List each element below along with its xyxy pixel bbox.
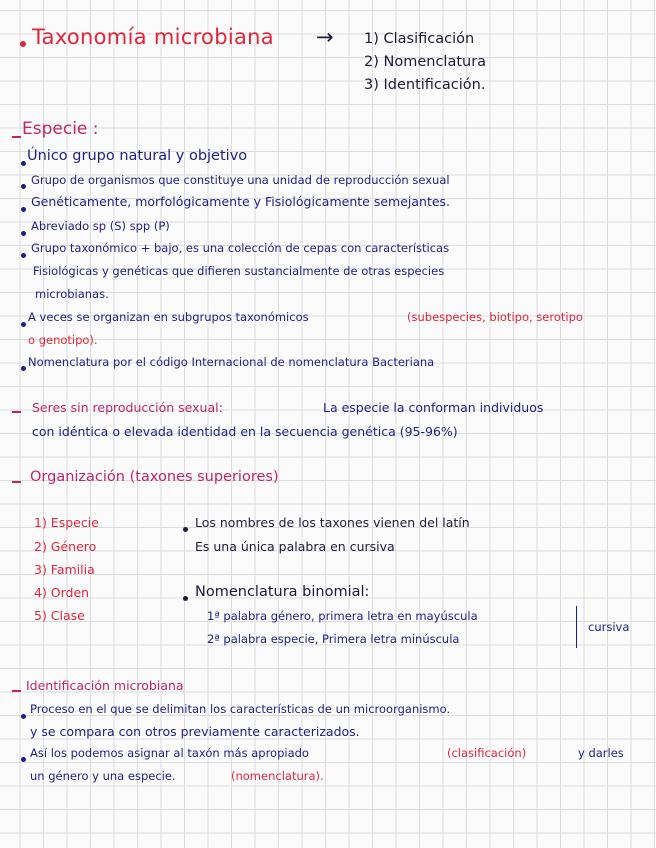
taxa-latin-note: Los nombres de los taxones vienen del latín xyxy=(195,515,470,530)
section-dash xyxy=(12,411,21,413)
header-item-2: 2) Nomenclatura xyxy=(364,54,487,70)
list-item-bullet xyxy=(21,322,26,327)
binomial-word-2: 2ª palabra especie, Primera letra minúscula xyxy=(207,632,460,646)
list-item-continuation: y se compara con otros previamente caracterizados. xyxy=(30,724,360,739)
section-dash xyxy=(12,481,21,483)
rank-item: 2) Género xyxy=(34,539,97,554)
nomenclatura-note: (nomenclatura). xyxy=(231,769,324,783)
identificacion-heading: Identificación microbiana xyxy=(26,678,184,693)
section-dash xyxy=(12,690,21,692)
list-item-bullet xyxy=(21,231,26,236)
list-item: Grupo taxonómico + bajo, es una colección de cepas con características xyxy=(31,241,450,255)
bracket-line xyxy=(576,606,577,648)
list-item: Así los podemos asignar al taxón más apropiado xyxy=(30,746,309,760)
cursiva-note: cursiva xyxy=(588,620,630,634)
list-item-bullet xyxy=(21,184,26,189)
list-item: Nomenclatura por el código Internacional de nomenclatura Bacteriana xyxy=(28,355,435,369)
list-item-bullet xyxy=(21,207,26,212)
note-bullet xyxy=(183,527,188,532)
list-item: A veces se organizan en subgrupos taxonómicos xyxy=(28,310,309,324)
seres-text-continuation: con idéntica o elevada identidad en la secuencia genética (95-96%) xyxy=(32,424,458,439)
rank-item: 1) Especie xyxy=(34,515,99,530)
header-item-3: 3) Identificación. xyxy=(364,77,486,93)
binomial-word-1: 1ª palabra género, primera letra en mayúscula xyxy=(207,609,478,623)
organizacion-heading: Organización (taxones superiores) xyxy=(30,469,279,485)
list-item-bullet xyxy=(21,366,26,371)
subgroups-note-continuation: o genotipo). xyxy=(28,333,98,347)
page-title: Taxonomía microbiana xyxy=(32,25,274,49)
list-item-continuation: Fisiológicas y genéticas que difieren sustancialmente de otras especies xyxy=(33,264,445,278)
header-item-1: 1) Clasificación xyxy=(364,31,475,47)
seres-text: La especie la conforman individuos xyxy=(323,400,544,415)
arrow-icon: → xyxy=(316,25,334,49)
list-item-bullet xyxy=(21,714,26,719)
list-item-bullet xyxy=(21,757,26,762)
title-bullet xyxy=(20,41,26,47)
binomial-heading: Nomenclatura binomial: xyxy=(195,584,370,600)
list-item-end: y darles xyxy=(578,746,624,760)
list-item: Grupo de organismos que constituye una unidad de reproducción sexual xyxy=(31,173,450,187)
list-item-continuation: microbianas. xyxy=(35,287,109,301)
list-item: Genéticamente, morfológicamente y Fisiológicamente semejantes. xyxy=(31,194,451,209)
note-bullet xyxy=(183,596,188,601)
rank-item: 5) Clase xyxy=(34,608,85,623)
especie-heading: Especie : xyxy=(22,119,99,139)
list-item: Proceso en el que se delimitan los características de un microorganismo. xyxy=(30,702,451,716)
list-item: Abreviado sp (S) spp (P) xyxy=(31,219,170,233)
clasificacion-note: (clasificación) xyxy=(447,746,527,760)
subgroups-note: (subespecies, biotipo, serotipo xyxy=(407,310,583,324)
list-item-bullet xyxy=(21,161,26,166)
list-item-continuation: un género y una especie. xyxy=(30,769,176,783)
rank-item: 4) Orden xyxy=(34,585,90,600)
list-item: Único grupo natural y objetivo xyxy=(27,148,248,164)
section-dash xyxy=(12,136,21,138)
taxa-word-note: Es una única palabra en cursiva xyxy=(195,539,395,554)
rank-item: 3) Familia xyxy=(34,562,95,577)
list-item-bullet xyxy=(21,253,26,258)
seres-label: Seres sin reproducción sexual: xyxy=(32,400,223,415)
